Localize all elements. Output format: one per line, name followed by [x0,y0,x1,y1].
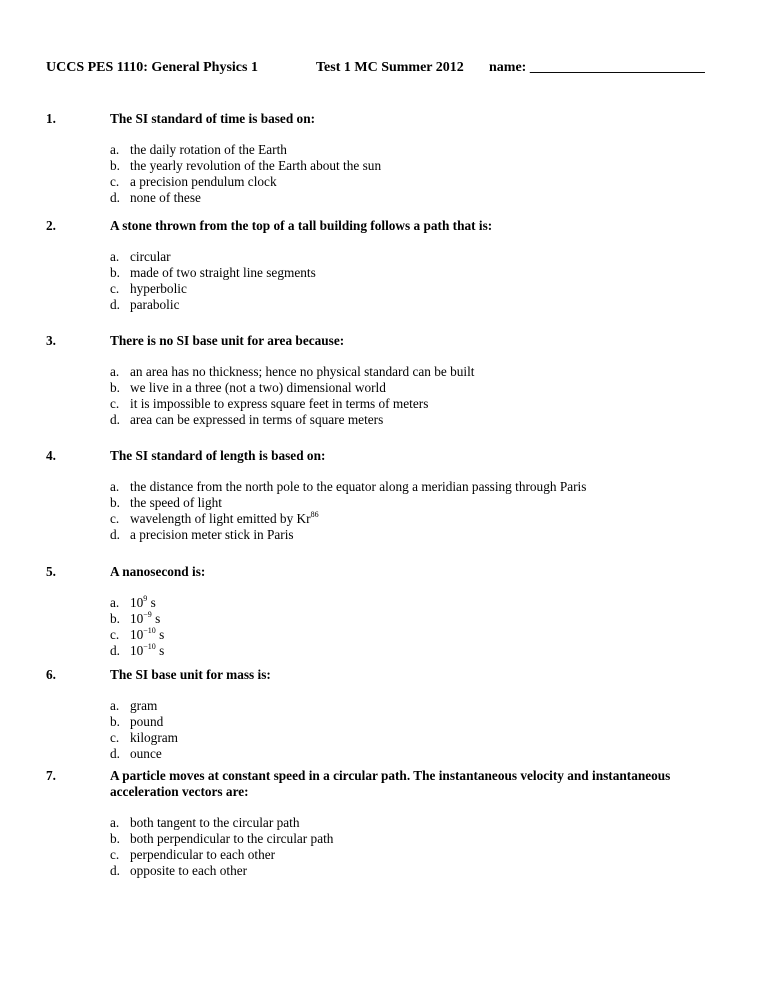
question-number: 6. [46,667,56,682]
option-text: the daily rotation of the Earth [130,142,287,157]
option-label: a. [110,815,120,830]
test-title: Test 1 MC Summer 2012 [316,60,464,75]
option-label: a. [110,698,120,713]
answer-options [110,364,728,428]
option-d [110,412,728,428]
option-unit: s [155,643,165,658]
question-text: The SI base unit for mass is: [110,667,271,682]
option-label: d. [110,297,120,312]
option-label: b. [110,611,120,626]
option-label: d. [110,190,120,205]
option-label: b. [110,495,120,510]
option-label: d. [110,527,120,542]
question-number: 7. [46,768,56,783]
option-label: c. [110,730,120,745]
option-label: b. [110,831,120,846]
option-text: we live in a three (not a two) dimensional world [130,380,386,395]
option-text: both perpendicular to the circular path [130,831,334,846]
option-d [110,190,728,206]
option-unit: s [147,595,156,610]
question-1 [46,111,728,206]
question-text: A nanosecond is: [110,564,206,579]
answer-options [110,595,728,659]
option-text: circular [130,249,171,264]
option-label: c. [110,511,120,526]
question-text: The SI standard of length is based on: [110,448,326,463]
question-number: 2. [46,218,56,233]
question-7 [46,768,728,879]
option-d [110,643,728,659]
option-unit: s [151,611,161,626]
option-label: d. [110,863,120,878]
option-a [110,815,728,831]
option-label: b. [110,265,120,280]
option-text: the distance from the north pole to the equator along a meridian passing through Paris [130,479,587,494]
answer-options [110,479,728,543]
option-unit: s [155,627,165,642]
option-text: hyperbolic [130,281,187,296]
option-label: d. [110,412,120,427]
option-text: made of two straight line segments [130,265,316,280]
answer-options [110,249,728,313]
exponent: −10 [143,642,156,651]
answer-options [110,698,728,762]
option-label: a. [110,479,120,494]
question-4 [46,448,728,543]
option-text-main: wavelength of light emitted by Kr [130,511,311,526]
option-d [110,863,728,879]
option-label: c. [110,174,120,189]
option-a [110,249,728,265]
option-b [110,611,728,627]
question-number: 3. [46,333,56,348]
option-base: 10 [130,595,144,610]
option-d [110,527,728,543]
option-text: kilogram [130,730,179,745]
option-label: b. [110,380,120,395]
option-b [110,265,728,281]
option-b [110,380,728,396]
option-text: none of these [130,190,201,205]
exponent: −10 [143,626,156,635]
exponent: −9 [143,610,152,619]
isotope-superscript: 86 [310,510,319,519]
option-a [110,595,728,611]
option-d [110,297,728,313]
course-title: UCCS PES 1110: General Physics 1 [46,60,258,75]
option-text [130,643,164,661]
option-text: ounce [130,746,162,761]
option-text: perpendicular to each other [130,847,276,862]
option-a [110,698,728,714]
question-number: 4. [46,448,56,463]
option-base: 10 [130,611,144,626]
question-number: 5. [46,564,56,579]
option-text: a precision pendulum clock [130,174,277,189]
question-2 [46,218,728,313]
option-text: both tangent to the circular path [130,815,300,830]
option-label: a. [110,364,120,379]
option-text: area can be expressed in terms of square meters [130,412,384,427]
option-label: c. [110,281,120,296]
option-c [110,174,728,190]
exponent: 9 [143,594,148,603]
option-c [110,627,728,643]
option-label: a. [110,595,120,610]
option-c [110,730,728,746]
option-a [110,142,728,158]
option-text: parabolic [130,297,180,312]
option-b [110,714,728,730]
option-text: the speed of light [130,495,222,510]
question-number: 1. [46,111,56,126]
answer-options [110,142,728,206]
answer-options [110,815,728,879]
option-b [110,831,728,847]
option-c [110,511,728,527]
option-label: d. [110,746,120,761]
question-text: A stone thrown from the top of a tall building follows a path that is: [110,218,493,233]
question-text: A particle moves at constant speed in a circular path. The instantaneous velocity and instantaneous acceleration vectors are: [110,768,671,799]
option-b [110,495,728,511]
option-label: c. [110,847,120,862]
option-label: a. [110,142,120,157]
option-label: d. [110,643,120,658]
option-b [110,158,728,174]
option-text: the yearly revolution of the Earth about the sun [130,158,382,173]
option-text: an area has no thickness; hence no physical standard can be built [130,364,475,379]
question-text: The SI standard of time is based on: [110,111,316,126]
question-3 [46,333,728,428]
option-text: it is impossible to express square feet in terms of meters [130,396,429,411]
option-c [110,281,728,297]
option-d [110,746,728,762]
option-label: b. [110,714,120,729]
option-text: gram [130,698,158,713]
option-text: opposite to each other [130,863,248,878]
option-label: c. [110,627,120,642]
option-a [110,479,728,495]
option-a [110,364,728,380]
option-label: a. [110,249,120,264]
option-base: 10 [130,627,144,642]
question-text: There is no SI base unit for area because: [110,333,345,348]
option-base: 10 [130,643,144,658]
question-6 [46,667,728,762]
option-c [110,847,728,863]
option-text: a precision meter stick in Paris [130,527,294,542]
option-label: b. [110,158,120,173]
question-5 [46,564,728,659]
option-c [110,396,728,412]
option-text: pound [130,714,164,729]
option-label: c. [110,396,120,411]
name-field-label: name: _________________________ [489,60,705,75]
